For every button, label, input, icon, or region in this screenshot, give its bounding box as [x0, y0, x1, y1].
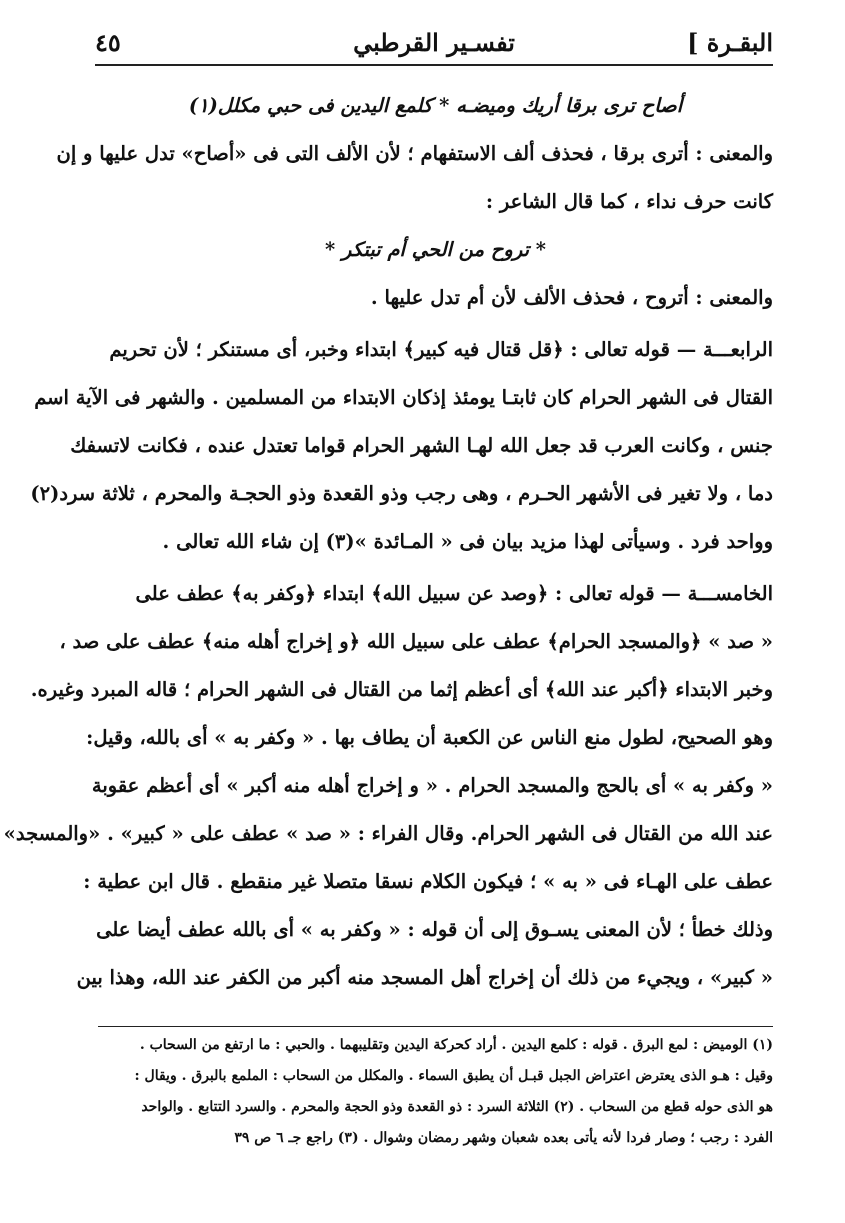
text-line: عطف على الهـاء فى « به » ؛ فيكون الكلام نسقا متصلا غير منقطع . قال ابن عطية :	[83, 870, 773, 893]
footnote-line: وقيل : هـو الذى يعترض اعتراض الجبل قبـل أن يطبق السماء . والمكلل من السحاب : الملمع بالبرق . ويقال :	[134, 1068, 773, 1084]
text-line: القتال فى الشهر الحرام كان ثابتـا يومئذ إذكان الابتداء من المسلمين . والشهر فى الآية اسم	[34, 386, 773, 409]
page-header	[95, 18, 773, 66]
poem-verse: أصاح ترى برقا أريك وميضـه * كلمع اليدين فى حبي مكلل(١)	[188, 94, 683, 117]
footnotes	[98, 1030, 773, 1154]
surah-name: البقـرة ]	[687, 28, 773, 57]
page-number: ٤٥	[95, 28, 121, 57]
footnote-line: هو الذى حوله قطع من السحاب . (٢) الثلاثة السرد : ذو القعدة وذو الحجة والمحرم . والسرد التتابع . والواحد	[141, 1099, 773, 1115]
section-five-start: الخامســـة — قوله تعالى : ﴿وصد عن سبيل الله﴾ ابتداء ﴿وكفر به﴾ عطف على	[135, 582, 773, 605]
text-line: « صد » ﴿والمسجد الحرام﴾ عطف على سبيل الله ﴿و إخراج أهله منه﴾ عطف على صد ،	[59, 630, 773, 653]
text-line: عند الله من القتال فى الشهر الحرام. وقال الفراء : « صد » عطف على « كبير» . «والمسجد»	[3, 822, 773, 845]
main-text	[3, 82, 773, 1002]
section-four-start: الرابعـــة — قوله تعالى : ﴿قل قتال فيه كبير﴾ ابتداء وخبر، أى مستنكر ؛ لأن تحريم	[109, 338, 773, 361]
text-line: والمعنى : أتروح ، فحذف الألف لأن أم تدل عليها .	[370, 286, 773, 309]
text-line: جنس ، وكانت العرب قد جعل الله لهـا الشهر الحرام قواما تعتدل عنده ، فكانت لاتسفك	[70, 434, 773, 457]
text-line: دما ، ولا تغير فى الأشهر الحـرم ، وهى رجب وذو القعدة وذو الحجـة والمحرم ، ثلاثة سرد(٢)	[30, 482, 773, 505]
text-line: « كبير» ، ويجيء من ذلك أن إخراج أهل المسجد منه أكبر من الكفر عند الله، وهذا بين	[76, 966, 773, 989]
book-title: تفسـير القرطبي	[353, 28, 515, 57]
text-line: « وكفر به » أى بالحج والمسجد الحرام . « و إخراج أهله منه أكبر » أى أعظم عقوبة	[91, 774, 773, 797]
text-line: وواحد فرد . وسيأتى لهذا مزيد بيان فى « المـائدة »(٣) إن شاء الله تعالى .	[162, 530, 773, 553]
poem-verse: * تروح من الحي أم تبتكر *	[324, 238, 547, 261]
text-line: والمعنى : أترى برقا ، فحذف ألف الاستفهام ؛ لأن الألف التى فى «أصاح» تدل عليها و إن	[56, 142, 773, 165]
text-line: وهو الصحيح، لطول منع الناس عن الكعبة أن يطاف بها . « وكفر به » أى بالله، وقيل:	[86, 726, 773, 749]
text-line: وخبر الابتداء ﴿أكبر عند الله﴾ أى أعظم إثما من القتال فى الشهر الحرام ؛ قاله المبرد وغيره.	[30, 678, 773, 701]
footnote-line: (١) الوميض : لمع البرق . قوله : كلمع اليدين . أراد كحركة اليدين وتقليبهما . والحبي : ما ارتفع من السحاب .	[139, 1037, 773, 1053]
footnote-line: الفرد : رجب ؛ وصار فردا لأنه يأتى بعده شعبان وشهر رمضان وشوال . (٣) راجع جـ ٦ ص ٣٩	[234, 1130, 773, 1146]
text-line: كانت حرف نداء ، كما قال الشاعر :	[485, 190, 773, 213]
text-line: وذلك خطأ ؛ لأن المعنى يسـوق إلى أن قوله : « وكفر به » أى بالله عطف أيضا على	[96, 918, 773, 941]
